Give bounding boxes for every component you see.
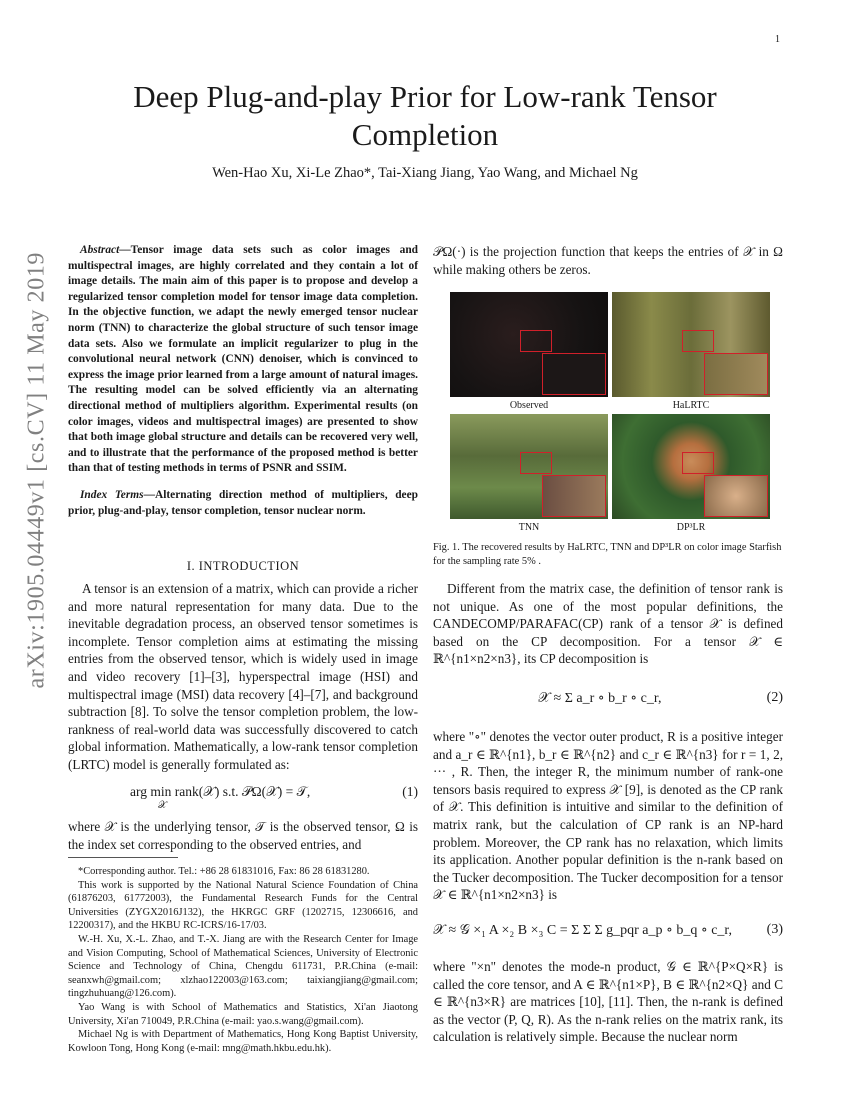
cp-rank-paragraph: where "∘" denotes the vector outer product, R is a positive integer and a_r ∈ ℝ^{n1}, b_r ∈ ℝ^{n2} and c_r ∈ ℝ^{n3} for r = 1, 2, ··· , R. Then, the integer R, the minimum number of rank-one tensors basis required to express 𝒳 [9], is denoted as the CP rank of 𝒳. This definition is intuitive and similar to the definition of matrix rank, but the calculation of CP rank is an NP-hard problem. Moreover, the CP rank has no relaxation, which limits its application. Another popular definition is the n-rank based on the Tucker decomposition. The Tucker decomposition for a tensor 𝒳 ∈ ℝ^{n1×n2×n3} is (433, 729, 783, 903)
figure-label-dp3lr: DP³LR (676, 522, 706, 533)
intro-paragraph: A tensor is an extension of a matrix, which can provide a richer and more natural representation for many data. Due to the inevitable degradation process, an observed tensor sometimes is incomplete. Tensor completion aims at estimating the missing entries from the observed tensor, which is widely used in image and video recovery [1]–[3], hyperspectral image (HSI) and multispectral image (MSI) data recovery [4]–[7], and background subtraction [8]. To solve the tensor completion problem, the low-rankness of real-world data was successfully discovered to catch global information. Mathematically, a low-rank tensor completion (LRTC) model is generally formulated as: (68, 581, 418, 772)
equation-3-body: 𝒳 ≈ 𝒢 ×₁ A ×₂ B ×₃ C = Σ Σ Σ g_pqr a_p ∘ b_q ∘ c_r, (433, 923, 733, 938)
footnotes (68, 865, 418, 1055)
abstract-text: —Tensor image data sets such as color images and multispectral images, are highly correlated and they contain a lot of image details. The main aim of this paper is to propose and develop a regularized tensor completion model for tensor image data completion. In the objective function, we adapt the newly emerged tensor nuclear norm (TNN) to characterize the global structure of such tensor image data sets. Also we formulate an implicit regularizer to plug in the convolutional neural network (CNN) denoiser, which is convinced to express the image prior learned from a large amount of natural images. The resulting model can be solved efficiently via an alternating directional method of multipliers algorithm. Experimental results (on color images, videos and multispectral images) are presented to show that both image global structure and details can be recovered very well, and to illustrate that the performance of the proposed method is better than that of testing methods in terms of PSNR and SSIM. (68, 244, 418, 475)
figure-observed-image (450, 292, 608, 397)
footnote: Michael Ng is with Department of Mathematics, Hong Kong Baptist University, Kowloon Tong, Hong Kong (e-mail: mng@math.hkbu.edu.hk). (68, 1029, 418, 1054)
figure-1 (450, 292, 768, 534)
equation-2-body: 𝒳 ≈ Σ a_r ∘ b_r ∘ c_r, (538, 691, 662, 706)
zoom-box (682, 452, 714, 474)
zoom-inset (704, 353, 768, 395)
equation-2-number: (2) (766, 690, 783, 705)
zoom-inset (542, 353, 606, 395)
equation-1-body: arg min rank(𝒳) s.t. 𝒫Ω(𝒳) = 𝒯, (130, 784, 311, 799)
equation-2 (433, 674, 783, 722)
zoom-box (520, 330, 552, 352)
figure-label-tnn: TNN (518, 522, 540, 533)
zoom-box (682, 330, 714, 352)
index-terms (68, 488, 418, 519)
zoom-inset (542, 475, 606, 517)
footnote: W.-H. Xu, X.-L. Zhao, and T.-X. Jiang are with the Research Center for Image and Vision Computing, School of Mathematical Sciences, University of Electronic Science and Technology of China, Chengdu 611731, P.R.China (e-mail: seanxwh@gmail.com; xlzhao122003@163.com; taixiangjiang@gmail.com; tingzhuhuang@126.com). (68, 933, 418, 1000)
paragraph-after-eq1: where 𝒳 is the underlying tensor, 𝒯 is the observed tensor, Ω is the index set corresponding to the observed entries, and (68, 819, 418, 852)
n-rank-paragraph: where "×n" denotes the mode-n product, 𝒢 ∈ ℝ^{P×Q×R} is called the core tensor, and A ∈ ℝ^{n1×P}, B ∈ ℝ^{n2×Q} and C ∈ ℝ^{n3×R} are matrices [10], [11]. Then, the n-rank is defined as the vector (P, Q, R). As the n-rank relies on the matrix rank, its calculation is relatively simple. Because the nuclear norm (433, 959, 783, 1045)
paper-title: Deep Plug-and-play Prior for Low-rank Tensor Completion (133, 79, 717, 152)
footnote: Yao Wang is with School of Mathematics and Statistics, Xi'an Jiaotong University, Xi'an 710049, P.R.China (e-mail: yao.s.wang@gmail.com). (68, 1001, 418, 1027)
equation-3 (433, 906, 783, 954)
zoom-inset (704, 475, 768, 517)
figure-label-halrtc: HaLRTC (672, 400, 710, 411)
index-terms-text: —Alternating direction method of multipliers, deep prior, plug-and-play, tensor completion, tensor nuclear norm. (68, 489, 418, 517)
footnote: *Corresponding author. Tel.: +86 28 61831016, Fax: 86 28 61831280. (78, 866, 370, 877)
equation-1-subscript: 𝒳 (158, 800, 167, 811)
author-list: Wen-Hao Xu, Xi-Le Zhao*, Tai-Xiang Jiang, Yao Wang, and Michael Ng (212, 165, 638, 181)
page-number: 1 (775, 34, 780, 45)
figure-caption: Fig. 1. The recovered results by HaLRTC, TNN and DP³LR on color image Starfish for the sampling rate 5% . (433, 542, 782, 567)
arxiv-identifier: arXiv:1905.04449v1 [cs.CV] 11 May 2019 (23, 251, 50, 689)
equation-1-number: (1) (402, 784, 418, 799)
footnote: This work is supported by the National Natural Science Foundation of China (61876203, 61772003), the Fundamental Research Funds for the Central Universities (ZYGX2016J132), the HKRGC GRF (1202715, 12306616, and 12200317), and the HKBU RC-ICRS/16-17/03. (68, 879, 418, 932)
zoom-box (520, 452, 552, 474)
figure-halrtc-image (612, 292, 770, 397)
figure-label-observed: Observed (509, 400, 549, 411)
index-terms-label: Index Terms (80, 489, 144, 501)
projection-paragraph: 𝒫Ω(·) is the projection function that keeps the entries of 𝒳 in Ω while making others be zeros. (433, 244, 783, 277)
footnote-divider (68, 857, 178, 858)
equation-3-number: (3) (766, 922, 783, 937)
abstract-label: Abstract (80, 244, 120, 256)
tensor-rank-paragraph: Different from the matrix case, the definition of tensor rank is not unique. As one of the most popular definitions, the CANDECOMP/PARAFAC(CP) rank of a tensor 𝒳 is defined based on the CP decomposition. For a tensor 𝒳 ∈ ℝ^{n1×n2×n3}, its CP decomposition is (433, 581, 783, 667)
abstract (68, 243, 418, 477)
equation-1 (68, 784, 418, 811)
figure-tnn-image (450, 414, 608, 519)
section-heading: I. INTRODUCTION (186, 559, 300, 573)
figure-dp3lr-image (612, 414, 770, 519)
